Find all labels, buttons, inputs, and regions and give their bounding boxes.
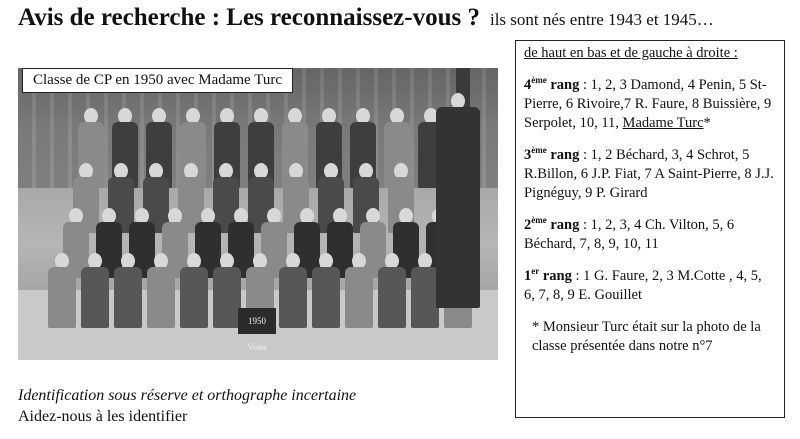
child-figure [411, 253, 439, 328]
child-figure [378, 253, 406, 328]
teacher-name: Madame Turc [622, 115, 704, 131]
child-figure [213, 253, 241, 328]
rank-label: 1er rang [524, 266, 572, 284]
page-title-row [18, 4, 714, 32]
identification-panel [515, 40, 785, 418]
child-figure [279, 253, 307, 328]
child-figure [147, 253, 175, 328]
child-figure [114, 253, 142, 328]
rank-row-3 [524, 146, 776, 203]
photo-slate: 1950 Voies [238, 308, 276, 334]
class-photo [18, 68, 498, 360]
child-figure [180, 253, 208, 328]
child-figure [48, 253, 76, 328]
page-title: Avis de recherche : Les reconnaissez-vous ? [18, 4, 480, 31]
rank-names: : 1, 2, 3 Damond, 4 Penin, 5 St-Pierre, 6 Rivoire,7 R. Faure, 8 Buissière, 9 Serpolet, 10, 11, [524, 77, 772, 131]
asterisk: * [703, 115, 711, 131]
panel-intro: de haut en bas et de gauche à droite : [524, 45, 738, 61]
rank-names: : 1 G. Faure, 2, 3 M.Cotte , 4, 5, 6, 7, 8, 9 E. Gouillet [524, 268, 762, 303]
rank-row-4 [524, 76, 776, 133]
rank-label: 2ème rang [524, 215, 580, 233]
identification-note: Identification sous réserve et orthographe incertaine [18, 387, 357, 404]
child-figure [345, 253, 373, 328]
rank-names: : 1, 2, 3, 4 Ch. Vilton, 5, 6 Béchard, 7, 8, 9, 10, 11 [524, 217, 735, 252]
photo-caption: Classe de CP en 1950 avec Madame Turc [22, 68, 293, 93]
teacher-figure [436, 93, 480, 308]
child-figure [81, 253, 109, 328]
page-subtitle: ils sont nés entre 1943 et 1945… [489, 10, 714, 29]
rank-names: : 1, 2 Béchard, 3, 4 Schrot, 5 R.Billon, 6 J.P. Fiat, 7 A Saint-Pierre, 8 J.J. Pignéguy, 9 P. Girard [524, 147, 774, 201]
child-figure [312, 253, 340, 328]
footnote: * Monsieur Turc était sur la photo de la classe présentée dans notre n°7 [532, 319, 761, 354]
rank-label: 3ème rang [524, 145, 580, 163]
help-request: Aidez-nous à les identifier [18, 408, 188, 425]
rank-label: 4ème rang [524, 75, 580, 93]
rank-row-2 [524, 216, 776, 254]
rank-row-1 [524, 267, 776, 305]
